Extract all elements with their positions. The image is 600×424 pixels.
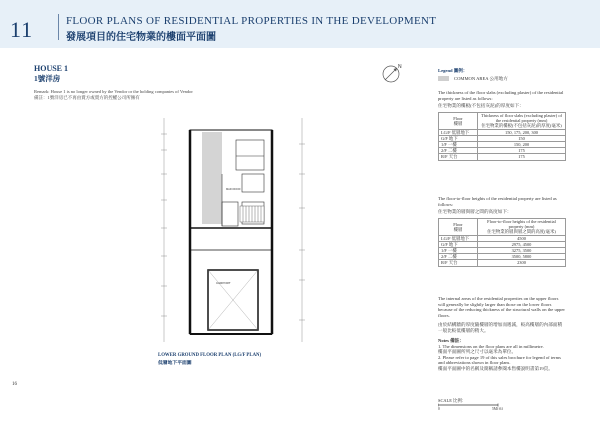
col-floor-zh: 樓層 xyxy=(453,226,463,232)
scale-end: 5M(米) xyxy=(492,407,503,410)
page-header xyxy=(0,0,600,48)
header-divider xyxy=(58,14,59,40)
scale-label: SCALE 比例： xyxy=(438,398,467,403)
col-floor-zh: 樓層 xyxy=(453,120,463,126)
col-value: Thickness of floor slabs (excluding plaster) of the residential property (mm) xyxy=(481,113,562,124)
plan-caption-zh: 低層地下平面圖 xyxy=(158,361,192,366)
notes-title: Notes 備註： xyxy=(438,338,464,343)
legend-item-common-area xyxy=(438,76,566,82)
roof-label: MAIN ROOF xyxy=(226,188,241,191)
height-intro-zh: 住宅物業的層與層之間的高度如下： xyxy=(438,209,512,214)
internal-areas-text-zh: 由於結構牆的厚度隨樓層的增加而遞減，較高樓層的內部面積一般比較低樓層的稍大。 xyxy=(438,322,563,333)
table-header-row xyxy=(439,219,566,236)
table-row: R/F 天台 2300 xyxy=(439,260,566,266)
floor-plan-drawing xyxy=(150,110,320,350)
note-item: 樓面平面圖中的名稱及簡稱請參閱本售樓說明書第19頁。 xyxy=(438,365,553,371)
scale-bar xyxy=(438,398,566,410)
north-label: N xyxy=(398,64,402,70)
note-item: 1. The dimensions on the floor plans are all in millimetre. xyxy=(438,343,544,349)
legend-label: COMMON AREA 公用地方 xyxy=(454,76,508,81)
note-item: 2. Please refer to page 19 of this sales brochure for legend of terms and abbreviations shown in floor plans. xyxy=(438,354,561,366)
notes xyxy=(438,338,566,372)
col-floor: Floor xyxy=(453,115,463,121)
chapter-number: 11 xyxy=(10,17,34,42)
note-item: 樓面平面圖所列之尺寸以毫米為單位。 xyxy=(438,349,517,355)
table-row: 2/F 二樓 3500, 5800 xyxy=(439,254,566,260)
north-arrow-icon xyxy=(381,62,403,84)
table-row: LG/F 低層地下 4500 xyxy=(439,235,566,241)
table-row: 1/F 一樓 3275, 3500 xyxy=(439,248,566,254)
slab-intro: The thickness of the floor slabs (excluding plaster) of the residential property are listed as follows: xyxy=(438,90,564,101)
table-row: LG/F 低層地下 150, 175, 200, 300 xyxy=(439,129,566,135)
col-value-zh: 住宅物業的層與層之間的高度(毫米) xyxy=(487,229,556,235)
scale-start: 0 xyxy=(438,407,440,410)
table-header-row xyxy=(439,113,566,130)
table-row: G/F 地下 2975, 4500 xyxy=(439,241,566,247)
house-title: HOUSE 1 xyxy=(34,64,69,73)
house-title-zh: 1號洋房 xyxy=(34,74,61,83)
page-title-zh: 發展項目的住宅物業的樓面平面圖 xyxy=(66,32,216,43)
page-number: 16 xyxy=(12,382,17,387)
slab-intro-zh: 住宅物業的樓板(不包括灰泥)的厚度如下： xyxy=(438,103,524,108)
internal-areas-text: The internal areas of the residential properties on the upper floors will generally be slightly larger than those on the lower floors because of the reducing thickness of the structural walls on the upper floors. xyxy=(438,296,565,318)
page-title: FLOOR PLANS OF RESIDENTIAL PROPERTIES IN THE DEVELOPMENT xyxy=(66,15,437,27)
col-floor: Floor xyxy=(453,221,463,227)
col-value: Floor-to-floor heights of the residential property (mm) xyxy=(487,219,556,230)
table-row: R/F 天台 175 xyxy=(439,154,566,160)
table-row: 1/F 一樓 150, 200 xyxy=(439,142,566,148)
remark: Remark: House 1 is no longer owned by the Vendor or the holding companies of Vendor xyxy=(34,89,193,94)
col-value-zh: 住宅物業的樓板(不包括灰泥)的厚度(毫米) xyxy=(481,123,562,129)
height-table xyxy=(438,218,566,267)
legend-title: Legend 圖例： xyxy=(438,68,468,73)
common-area-swatch xyxy=(438,76,449,81)
carport-label: CARPORT xyxy=(216,281,231,285)
table-row: G/F 地下 150 xyxy=(439,135,566,141)
table-row: 2/F 二樓 175 xyxy=(439,148,566,154)
height-intro: The floor-to-floor heights of the residential property are listed as follows: xyxy=(438,196,557,207)
slab-table xyxy=(438,112,566,161)
remark-zh: 備註：1號洋房已不再由賣方或賣方的控權公司所擁有 xyxy=(34,95,140,100)
plan-caption: LOWER GROUND FLOOR PLAN (LG/F PLAN) xyxy=(158,353,262,358)
